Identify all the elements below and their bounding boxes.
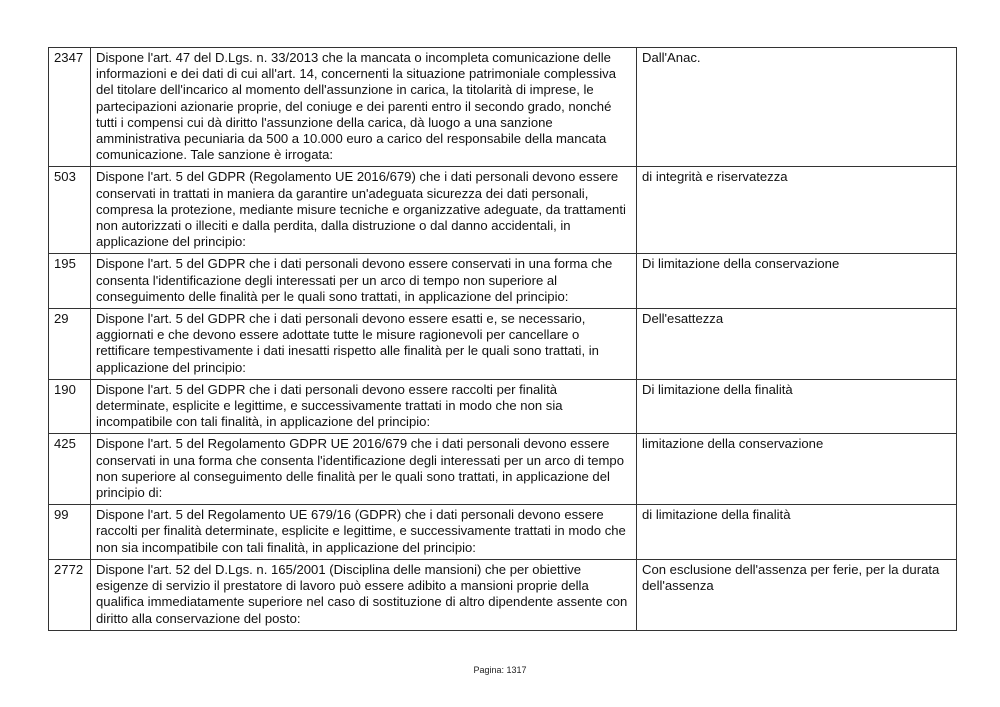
table-row (49, 167, 957, 254)
question-id: 29 (49, 309, 91, 380)
question-id: 99 (49, 505, 91, 560)
page-number: Pagina: 1317 (473, 665, 527, 675)
question-table (48, 47, 957, 631)
question-id: 190 (49, 379, 91, 434)
question-text: Dispone l'art. 5 del GDPR che i dati personali devono essere raccolti per finalità determinate, esplicite e legittime, e successivamente trattati in modo che non sia incompatibile con tali finalità, in applicazione del principio: (91, 379, 637, 434)
question-id: 425 (49, 434, 91, 505)
answer-text: limitazione della conservazione (637, 434, 957, 505)
question-text: Dispone l'art. 47 del D.Lgs. n. 33/2013 che la mancata o incompleta comunicazione delle informazioni e dei dati di cui all'art. 14, concernenti la situazione patrimoniale complessiva del titolare dell'incarico al momento dell'assunzione in carica, la titolarità di imprese, le partecipazioni azionarie proprie, del coniuge e dei parenti entro il secondo grado, nonché tutti i compensi cui dà diritto l'assunzione della carica, dà luogo a una sanzione amministrativa pecuniaria da 500 a 10.000 euro a carico del responsabile della mancata comunicazione. Tale sanzione è irrogata: (91, 48, 637, 167)
question-id: 2347 (49, 48, 91, 167)
table-row (49, 48, 957, 167)
answer-text: di integrità e riservatezza (637, 167, 957, 254)
table-row (49, 379, 957, 434)
answer-text: Dell'esattezza (637, 309, 957, 380)
table-row (49, 254, 957, 309)
question-text: Dispone l'art. 5 del GDPR che i dati personali devono essere conservati in una forma che consenta l'identificazione degli interessati per un arco di tempo non superiore al conseguimento delle finalità per le quali sono trattati, in applicazione del principio: (91, 254, 637, 309)
question-id: 503 (49, 167, 91, 254)
answer-text: di limitazione della finalità (637, 505, 957, 560)
answer-text: Di limitazione della finalità (637, 379, 957, 434)
question-text: Dispone l'art. 5 del Regolamento GDPR UE 2016/679 che i dati personali devono essere conservati in una forma che consenta l'identificazione degli interessati per un arco di tempo non superiore al conseguimento delle finalità per le quali sono trattati, in applicazione del principio di: (91, 434, 637, 505)
question-text: Dispone l'art. 5 del GDPR che i dati personali devono essere esatti e, se necessario, aggiornati e che devono essere adottate tutte le misure ragionevoli per cancellare o rettificare tempestivamente i dati inesatti rispetto alle finalità per le quali sono trattati, in applicazione del principio: (91, 309, 637, 380)
table-row (49, 559, 957, 630)
question-text: Dispone l'art. 5 del Regolamento UE 679/16 (GDPR) che i dati personali devono essere raccolti per finalità determinate, esplicite e legittime, e successivamente trattati in modo che non sia incompatibile con tali finalità, in applicazione del principio: (91, 505, 637, 560)
table-row (49, 434, 957, 505)
question-text: Dispone l'art. 52 del D.Lgs. n. 165/2001 (Disciplina delle mansioni) che per obiettive esigenze di servizio il prestatore di lavoro può essere adibito a mansioni proprie della qualifica immediatamente superiore nel caso di sostituzione di altro dipendente assente con diritto alla conservazione del posto: (91, 559, 637, 630)
question-id: 2772 (49, 559, 91, 630)
question-text: Dispone l'art. 5 del GDPR (Regolamento UE 2016/679) che i dati personali devono essere conservati in trattati in maniera da garantire un'adeguata sicurezza dei dati personali, compresa la protezione, mediante misure tecniche e organizzative adeguate, da trattamenti non autorizzati o illeciti e dalla perdita, dalla distruzione o dal danno accidentali, in applicazione del principio: (91, 167, 637, 254)
table-row (49, 309, 957, 380)
table-row (49, 505, 957, 560)
answer-text: Con esclusione dell'assenza per ferie, per la durata dell'assenza (637, 559, 957, 630)
answer-text: Di limitazione della conservazione (637, 254, 957, 309)
question-id: 195 (49, 254, 91, 309)
answer-text: Dall'Anac. (637, 48, 957, 167)
